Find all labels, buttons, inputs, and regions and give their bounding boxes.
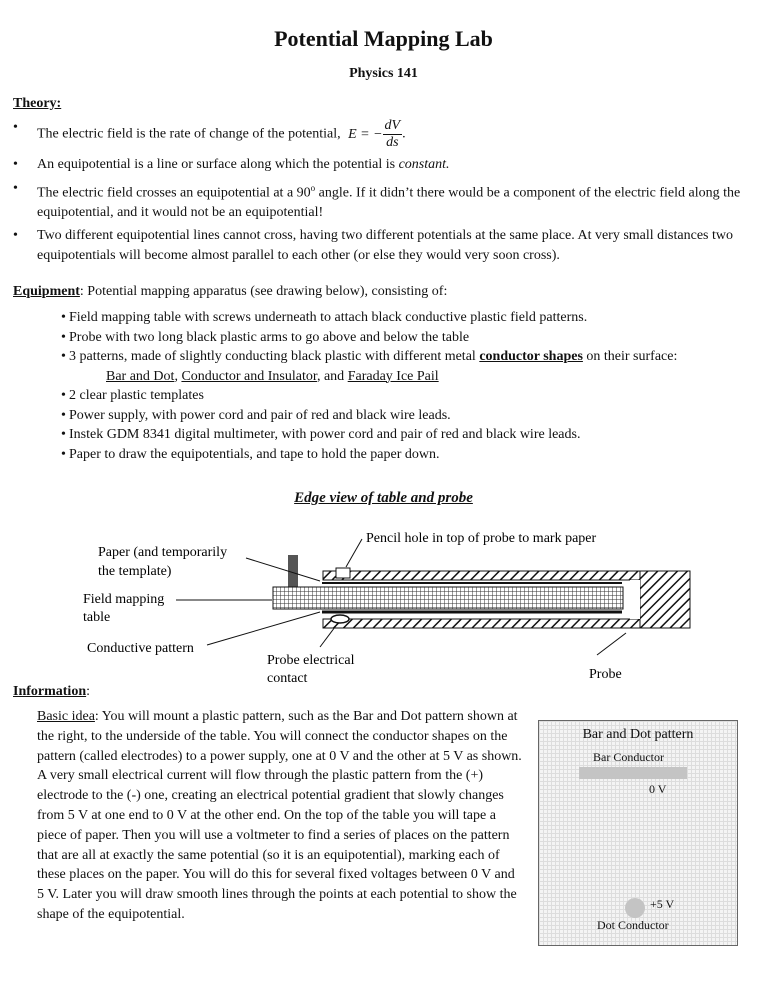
conductor-shapes-term: conductor shapes xyxy=(479,349,583,364)
equipment-item: • Paper to draw the equipotentials, and tape to hold the paper down. xyxy=(61,445,761,465)
basic-idea-label: Basic idea xyxy=(37,709,95,724)
equation-period: . xyxy=(402,126,406,142)
equipment-item: • Field mapping table with screws underneath to attach black conductive plastic field patterns. xyxy=(61,308,761,328)
label-table-line1: Field mapping xyxy=(83,592,165,607)
theory-rate-text: The electric field is the rate of change of the potential, xyxy=(37,126,341,142)
leader-pattern xyxy=(207,612,320,645)
label-contact-line1: Probe electrical xyxy=(267,653,355,668)
zero-volt-label: 0 V xyxy=(649,782,667,796)
dot-conductor-label: Dot Conductor xyxy=(597,918,669,932)
pattern-and: , and xyxy=(316,368,345,384)
pattern-bar-dot: Bar and Dot xyxy=(106,368,175,384)
patterns-text-pre: 3 patterns, made of slightly conducting black plastic with different metal xyxy=(69,349,476,364)
equipment-intro xyxy=(13,282,753,302)
basic-idea-paragraph xyxy=(37,707,523,925)
theory-bullet-angle xyxy=(13,179,753,223)
equation-fraction xyxy=(383,118,403,151)
bar-conductor-label: Bar Conductor xyxy=(593,750,664,764)
diagram-title: Edge view of table and probe xyxy=(294,490,473,506)
probe-gap xyxy=(630,580,640,619)
bar-dot-figure xyxy=(538,720,738,946)
theory-angle-pre: The electric field crosses an equipotential at a 90 xyxy=(37,185,311,201)
information-colon: : xyxy=(86,684,91,699)
label-conductive-pattern: Conductive pattern xyxy=(87,641,194,656)
equipment-item: • 2 clear plastic templates xyxy=(61,386,761,406)
theory-heading: Theory: xyxy=(13,96,62,111)
equipment-heading: Equipment xyxy=(13,284,80,299)
pattern-conductor-insulator: Conductor and Insulator xyxy=(181,368,317,384)
equation-numerator: dV xyxy=(384,118,401,133)
theory-list xyxy=(13,118,753,269)
information-heading: Information xyxy=(13,684,87,699)
information-heading-line xyxy=(13,682,90,702)
page-subtitle: Physics 141 xyxy=(349,66,418,81)
basic-idea-text: : You will mount a plastic pattern, such as the Bar and Dot pattern shown at the right, to the underside of the table. You will connect the conductor shapes on the pattern (called electrodes) to a power supply, one at 0 V and the other at 5 V as shown. A very small electrical current will flow through the plastic pattern from the (+) electrode to the (-) one, creating an electrical potential gradient that slowly changes from 5 V at one end to 0 V at the other end. On the top of the table you will tape a piece of paper. Then you will use a voltmeter to find a series of places on the pattern that are all at exactly the same potential (so it is an equipotential), marking each of these places on the paper. You will do this for several fixed voltages between 0 V and 5 V. Later you will draw smooth lines through the points at each potential to show the shape of the equipotential. xyxy=(37,709,522,922)
probe-back xyxy=(640,571,690,628)
pattern-faraday-ice-pail: Faraday Ice Pail xyxy=(347,368,439,384)
label-paper-line2: the template) xyxy=(98,564,172,579)
leader-paper xyxy=(246,558,320,581)
pattern-names-line: Bar and Dot, Conductor and Insulator, and Faraday Ice Pail xyxy=(106,368,439,384)
field-mapping-table xyxy=(273,587,623,609)
leader-pencil xyxy=(346,539,362,567)
label-contact-line2: contact xyxy=(267,671,308,686)
equipment-item-patterns xyxy=(61,347,761,367)
bar-dot-title: Bar and Dot pattern xyxy=(582,727,694,742)
theory-bullet-cross xyxy=(13,226,753,265)
patterns-text-post: on their surface: xyxy=(582,349,678,364)
table-probe-diagram xyxy=(0,515,767,690)
probe-lower-arm xyxy=(323,619,690,628)
label-pencil-hole: Pencil hole in top of probe to mark paper xyxy=(366,531,597,546)
page-title: Potential Mapping Lab xyxy=(274,26,493,51)
theory-bullet-rate xyxy=(13,118,753,151)
equipment-item: • Instek GDM 8341 digital multimeter, with power cord and pair of red and black wire leads. xyxy=(61,425,761,445)
equation-lhs: E = − xyxy=(348,126,383,142)
label-probe: Probe xyxy=(589,667,622,682)
probe-upper-arm xyxy=(323,571,690,580)
probe-contact xyxy=(331,615,349,623)
plus-five-volt-label: +5 V xyxy=(650,897,675,911)
label-table-line2: table xyxy=(83,610,111,625)
theory-bullet-equipotential xyxy=(13,155,753,175)
equipment-item: • Power supply, with power cord and pair of red and black wire leads. xyxy=(61,406,761,426)
pencil-hole xyxy=(336,568,350,578)
theory-equipotential-text: An equipotential is a line or surface along which the potential is xyxy=(37,157,396,172)
equipment-intro-text: : Potential mapping apparatus (see drawing below), consisting of: xyxy=(79,284,448,299)
theory-angle-post: angle. If it didn’t there would be a component of the electric field along the equipotential, and it would not be an equipotential! xyxy=(37,185,741,220)
dot-conductor-shape xyxy=(625,898,645,918)
equation-denominator: ds xyxy=(386,135,399,150)
equipment-item: • Probe with two long black plastic arms to go above and below the table xyxy=(61,328,761,348)
degree-superscript: o xyxy=(310,182,316,193)
leader-probe xyxy=(597,633,626,655)
label-paper-line1: Paper (and temporarily xyxy=(98,545,228,560)
equipment-list xyxy=(61,308,761,464)
bar-conductor-shape xyxy=(579,767,687,779)
theory-constant-word: constant. xyxy=(398,157,450,172)
theory-cross-text: Two different equipotential lines cannot cross, having two different potentials at the same place. At very small distances two equipotentials will become almost parallel to each other (or else they would very soon cross). xyxy=(37,228,733,263)
